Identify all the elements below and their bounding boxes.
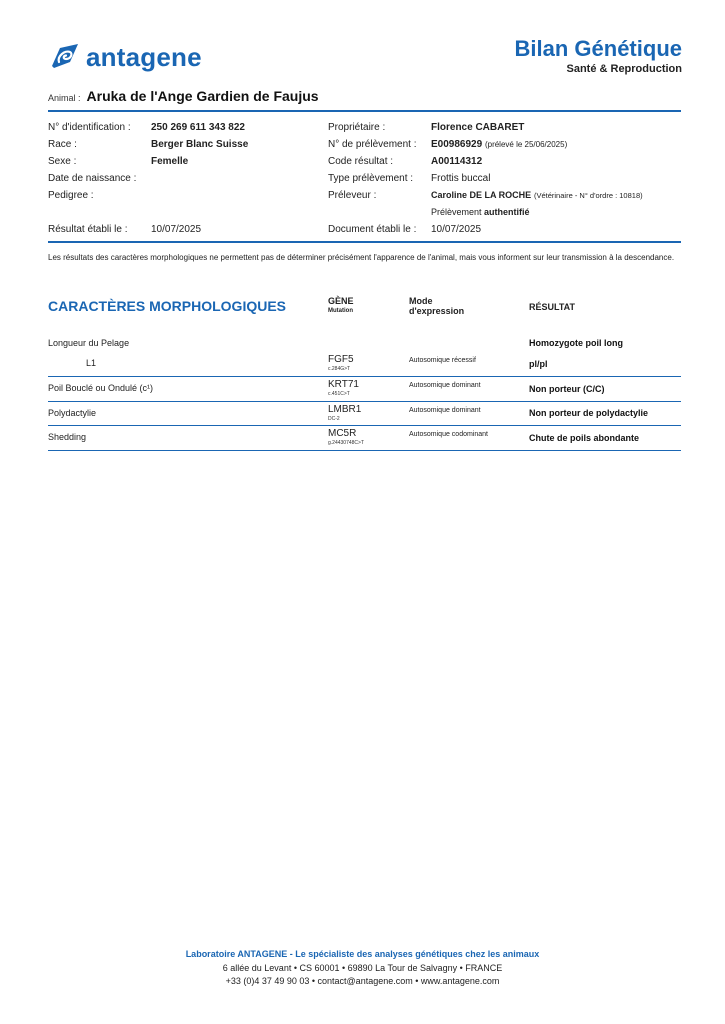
mutation-name: DC-2 bbox=[328, 416, 340, 422]
expression-mode: Autosomique codominant bbox=[409, 431, 488, 438]
trait-result: Non porteur (C/C) bbox=[529, 384, 605, 394]
sample-number: E00986929 bbox=[431, 139, 483, 150]
brand-name: antagene bbox=[86, 41, 202, 72]
document-title: Bilan Génétique bbox=[514, 36, 682, 61]
antagene-swirl-logo-icon bbox=[48, 40, 82, 74]
trait-name: Poil Bouclé ou Ondulé (c¹) bbox=[48, 383, 154, 393]
owner-label: Propriétaire : bbox=[328, 122, 386, 133]
authentication-value: authentifié bbox=[484, 207, 530, 217]
divider bbox=[48, 241, 681, 243]
col-gene-header bbox=[328, 296, 354, 316]
footer-lab-name: Laboratoire ANTAGENE - Le spécialiste des analyses génétiques chez les animaux bbox=[185, 949, 540, 959]
col-mutation-label: Mutation bbox=[328, 308, 353, 314]
trait-result: Chute de poils abondante bbox=[529, 433, 640, 443]
owner-value: Florence CABARET bbox=[431, 122, 525, 133]
authentication-line bbox=[431, 207, 530, 217]
footer-contact: +33 (0)4 37 49 90 03 • contact@antagene.com • www.antagene.com bbox=[225, 976, 500, 986]
breed-value: Berger Blanc Suisse bbox=[151, 139, 249, 150]
gene-name: MC5R bbox=[328, 428, 357, 439]
animal-label: Animal : bbox=[48, 93, 81, 103]
sample-date-note: (prélevé le 25/06/2025) bbox=[484, 140, 568, 149]
trait-result: pl/pl bbox=[529, 359, 548, 369]
footer-address: 6 allée du Levant • CS 60001 • 69890 La Tour de Salvagny • FRANCE bbox=[222, 963, 503, 973]
gene-name: LMBR1 bbox=[328, 404, 362, 415]
birthdate-label: Date de naissance : bbox=[48, 173, 137, 184]
animal-line bbox=[48, 88, 319, 104]
breed-label: Race : bbox=[48, 139, 77, 150]
authentication-prefix: Prélèvement bbox=[431, 207, 482, 217]
doc-date-value: 10/07/2025 bbox=[431, 224, 482, 235]
trait-result: Non porteur de polydactylie bbox=[529, 408, 649, 418]
collector-label: Préleveur : bbox=[328, 190, 377, 201]
mutation-name: c.284G>T bbox=[328, 366, 351, 372]
id-label: N° d'identification : bbox=[48, 122, 131, 133]
col-result-header: RÉSULTAT bbox=[529, 302, 575, 312]
collector-line bbox=[431, 190, 643, 201]
result-code-label: Code résultat : bbox=[328, 156, 394, 167]
row-divider bbox=[48, 376, 681, 377]
brand-logo bbox=[48, 40, 202, 74]
gene-name: KRT71 bbox=[328, 379, 359, 390]
sex-value: Femelle bbox=[151, 156, 189, 167]
trait-name: Longueur du Pelage bbox=[48, 338, 130, 348]
animal-name: Aruka de l'Ange Gardien de Faujus bbox=[86, 88, 319, 104]
col-mode-label-2: d'expression bbox=[409, 306, 465, 316]
pedigree-label: Pedigree : bbox=[48, 190, 94, 201]
result-date-label: Résultat établi le : bbox=[48, 224, 128, 235]
id-value: 250 269 611 343 822 bbox=[151, 122, 245, 133]
doc-date-label: Document établi le : bbox=[328, 224, 417, 235]
trait-name: L1 bbox=[86, 358, 97, 368]
sample-type-value: Frottis buccal bbox=[431, 173, 491, 184]
result-date-value: 10/07/2025 bbox=[151, 224, 202, 235]
col-gene-label: GÈNE bbox=[328, 296, 354, 306]
sex-label: Sexe : bbox=[48, 156, 77, 167]
divider bbox=[48, 110, 681, 112]
collector-note: (Vétérinaire - N° d'ordre : 10818) bbox=[533, 191, 643, 200]
section-title: CARACTÈRES MORPHOLOGIQUES bbox=[48, 298, 287, 314]
document-subtitle: Santé & Reproduction bbox=[566, 63, 682, 75]
expression-mode: Autosomique dominant bbox=[409, 407, 481, 414]
row-divider bbox=[48, 401, 681, 402]
sample-value-line bbox=[431, 139, 567, 150]
row-divider bbox=[48, 425, 681, 426]
trait-result: Homozygote poil long bbox=[529, 338, 623, 348]
sample-type-label: Type prélèvement : bbox=[328, 173, 414, 184]
result-code-value: A00114312 bbox=[431, 156, 483, 167]
mutation-name: c.451C>T bbox=[328, 391, 350, 397]
trait-name: Shedding bbox=[48, 432, 87, 442]
expression-mode: Autosomique récessif bbox=[409, 357, 476, 364]
collector-name: Caroline DE LA ROCHE bbox=[431, 190, 532, 200]
row-divider bbox=[48, 450, 681, 451]
disclaimer-note: Les résultats des caractères morphologiques ne permettent pas de déterminer précisément l'apparence de l'animal, mais vous informent sur leur transmission à la descendance. bbox=[48, 253, 675, 262]
expression-mode: Autosomique dominant bbox=[409, 382, 481, 389]
sample-label: N° de prélèvement : bbox=[328, 139, 417, 150]
gene-name: FGF5 bbox=[328, 354, 354, 365]
col-mode-header bbox=[409, 296, 464, 316]
mutation-name: g.24430748C>T bbox=[328, 440, 365, 446]
col-mode-label-1: Mode bbox=[409, 296, 433, 306]
trait-name: Polydactylie bbox=[48, 408, 97, 418]
